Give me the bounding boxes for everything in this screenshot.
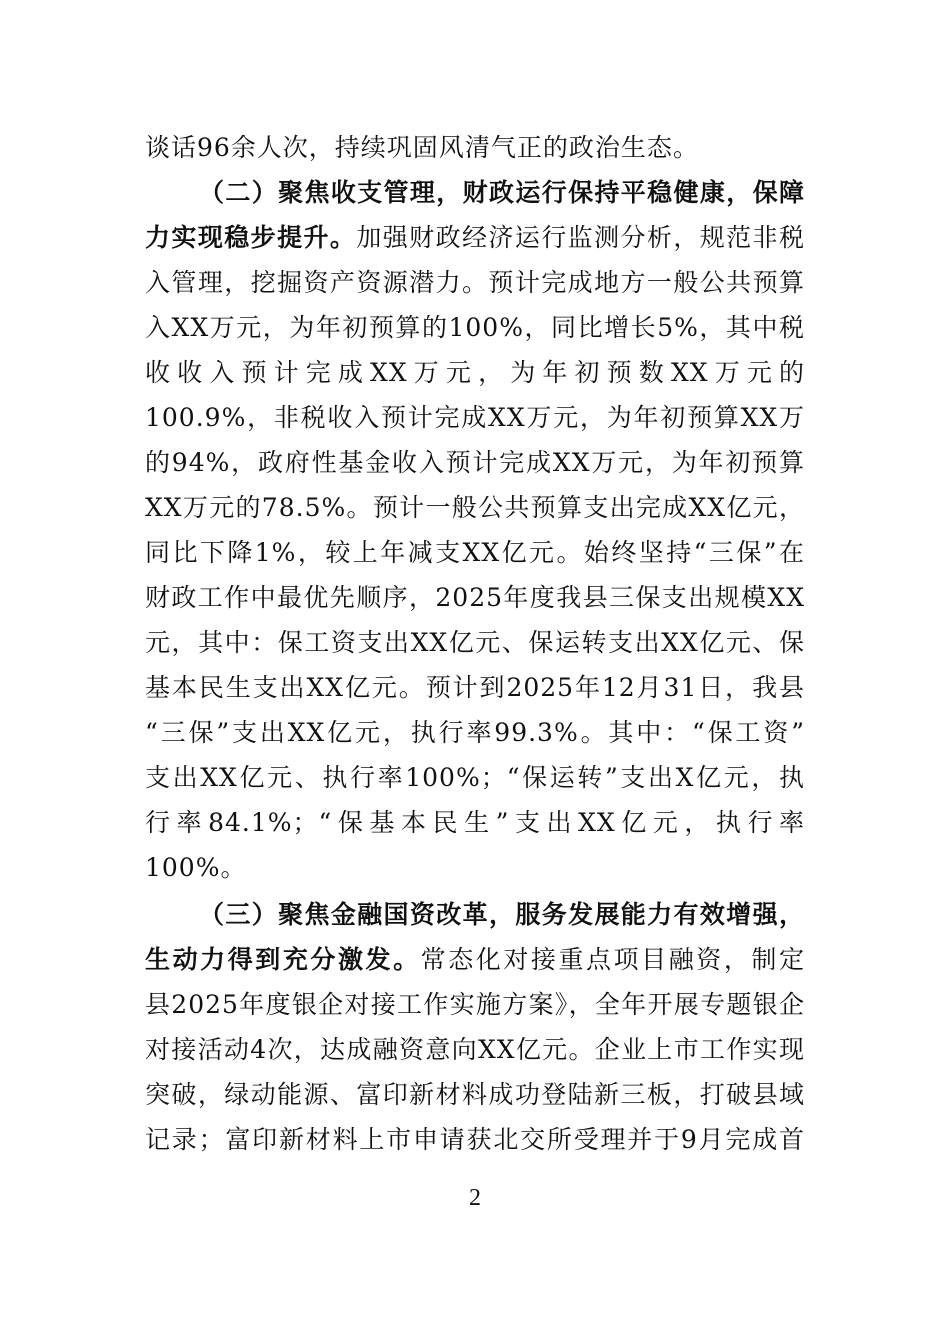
section-heading-line: （三）聚焦金融国资改革，服务发展能力有效增强， [199,900,805,929]
text-line [145,215,805,260]
page-number: 2 [469,1185,481,1211]
paragraph-tail [145,125,805,170]
text-line: 县2025年度银企对接工作实施方案》，全年开展专题银企 [145,990,805,1019]
text-line: 谈话96余人次，持续巩固风清气正的政治生态。 [145,133,699,162]
text-line: 入管理，挖掘资产资源潜力。预计完成地方一般公共预算 [145,268,805,297]
text-line: 同比下降1%，较上年减支XX亿元。始终坚持“三保”在 [145,538,805,567]
text-line: 行率84.1%；“保基本民生”支出XX亿元，执行率 [145,808,805,837]
paragraph-section-2 [145,170,805,890]
text-line: 对接活动4次，达成融资意向XX亿元。企业上市工作实现 [145,1035,805,1064]
text-line: XX万元的78.5%。预计一般公共预算支出完成XX亿元， [145,493,805,522]
section-heading-tail: 力实现稳步提升。 [145,223,357,252]
section-heading-tail: 生动力得到充分激发。 [145,945,421,974]
text-line: 元，其中：保工资支出XX亿元、保运转支出XX亿元、保 [145,628,805,657]
text-line: 突破，绿动能源、富印新材料成功登陆新三板，打破县域 [145,1080,805,1109]
text-run: 加强财政经济运行监测分析，规范非税 [356,223,805,252]
text-line: 100%。 [145,853,247,882]
text-line: 100.9%，非税收入预计完成XX万元，为年初预算XX万 [145,403,805,432]
text-run: 常态化对接重点项目融资，制定 [420,945,805,974]
section-heading-line: （二）聚焦收支管理，财政运行保持平稳健康，保障 [199,178,805,207]
paragraph-section-3 [145,892,805,1162]
text-line: 入XX万元，为年初预算的100%，同比增长5%，其中税 [145,313,805,342]
text-line: “三保”支出XX亿元，执行率99.3%。其中：“保工资” [145,718,805,747]
text-line: 支出XX亿元、执行率100%；“保运转”支出X亿元，执 [145,763,805,792]
text-line: 财政工作中最优先顺序，2025年度我县三保支出规模XX [145,583,805,612]
text-line: 收收入预计完成XX万元，为年初预数XX万元的 [145,358,805,387]
text-line [145,937,805,982]
text-line: 基本民生支出XX亿元。预计到2025年12月31日，我县 [145,673,805,702]
text-line: 的94%，政府性基金收入预计完成XX万元，为年初预算 [145,448,805,477]
text-line: 记录；富印新材料上市申请获北交所受理并于9月完成首 [145,1125,805,1154]
